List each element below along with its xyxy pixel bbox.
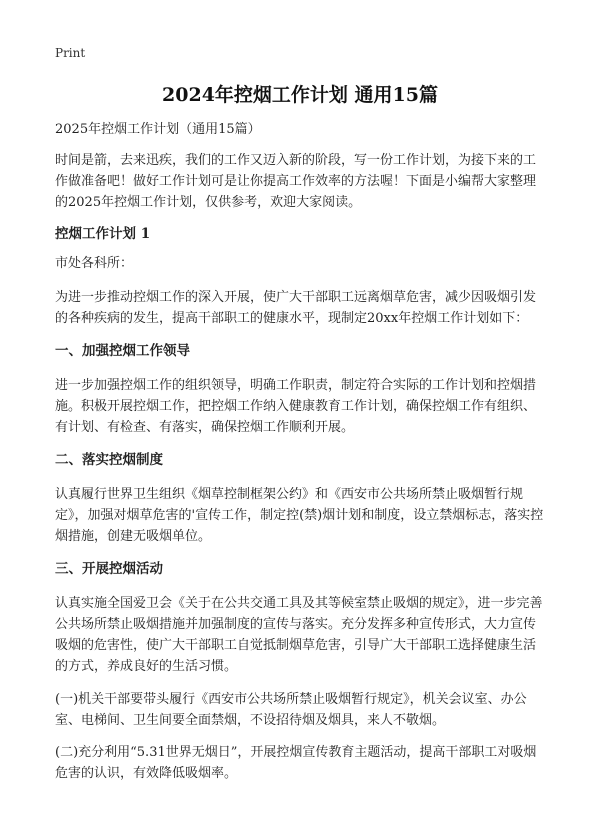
opening-paragraph: 为进一步推动控烟工作的深入开展，使广大干部职工远离烟草危害，减少因吸烟引发的各种疾病的发生，提高干部职工的健康水平，现制定20xx年控烟工作计划如下： <box>55 290 537 326</box>
document-subtitle: 2025年控烟工作计划（通用15篇） <box>55 122 261 137</box>
section-text-activities: 认真实施全国爱卫会《关于在公共交通工具及其等候室禁止吸烟的规定》，进一步完善公共场所禁止吸烟措施并加强制度的宣传与落实。充分发挥多种宣传形式，大力宣传吸烟的危害性，使广大干部职工自觉抵制烟草危害，引导广大干部职工选择健康生活的方式，养成良好的生活习惯。 <box>55 596 543 674</box>
intro-paragraph: 时间是箭，去来迅疾，我们的工作又迈入新的阶段，写一份工作计划，为接下来的工作做准备吧！做好工作计划可是让你提高工作效率的方法喔！下面是小编帮大家整理的2025年控烟工作计划，仅供参考，欢迎大家阅读。 <box>55 153 537 210</box>
section-heading-leadership: 一、加强控烟工作领导 <box>55 343 190 359</box>
section-heading-system: 二、落实控烟制度 <box>55 452 163 468</box>
print-label[interactable]: Print <box>55 46 86 60</box>
section-text-leadership: 进一步加强控烟工作的组织领导，明确工作职责，制定符合实际的工作计划和控烟措施。积极开展控烟工作，把控烟工作纳入健康教育工作计划，确保控烟工作有组织、有计划、有检查、有落实，确保控烟工作顺利开展。 <box>55 378 537 435</box>
list-item: (一)机关干部要带头履行《西安市公共场所禁止吸烟暂行规定》，机关会议室、办公室、电梯间、卫生间要全面禁烟，不设招待烟及烟具，来人不敬烟。 <box>55 692 527 728</box>
list-item: (二)充分利用“5.31世界无烟日”，开展控烟宣传教育主题活动，提高干部职工对吸烟危害的认识，有效降低吸烟率。 <box>55 745 537 781</box>
section-heading-activities: 三、开展控烟活动 <box>55 561 163 577</box>
document-body <box>55 119 547 795</box>
plan-heading: 控烟工作计划 1 <box>55 226 151 242</box>
document-title: 2024年控烟工作计划 通用15篇 <box>162 84 438 106</box>
section-text-system: 认真履行世界卫生组织《烟草控制框架公约》和《西安市公共场所禁止吸烟暂行规定》，加强对烟草危害的'宣传工作，制定控(禁)烟计划和制度，设立禁烟标志，落实控烟措施，创建无吸烟单位。 <box>55 487 544 544</box>
salutation: 市处各科所： <box>55 256 134 271</box>
